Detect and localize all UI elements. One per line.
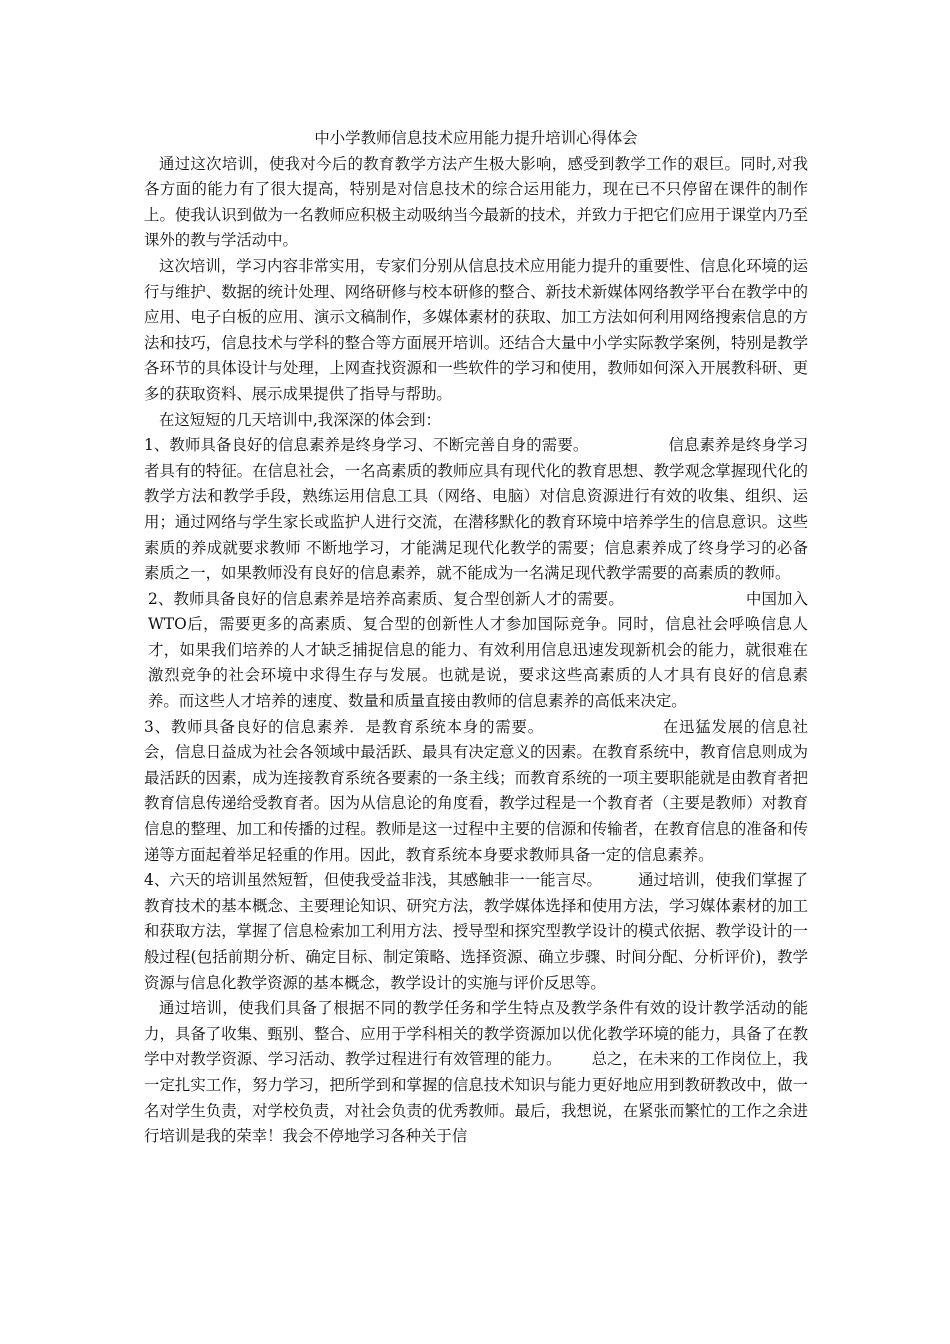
list-item-2-body: 中国加入WTO后，需要更多的高素质、复合型的创新性人才参加国际竞争。同时，信息社会呼唤信息人才，如果我们培养的人才缺乏捕捉信息的能力、有效利用信息迅速发现新机会的能力，就很难在激烈竞争的社会环境中求得生存与发展。也就是说，要求这些高素质的人才具有良好的信息素养。而这些人才培养的速度、数量和质量直接由教师的信息素养的高低来决定。 xyxy=(148,589,808,711)
paragraph-lead-in: 在这短短的几天培训中,我深深的体会到： xyxy=(159,410,441,429)
list-item-4-body: 通过培训，使我们掌握了教育技术的基本概念、主要理论知识、研究方法，教学媒体选择和使用方法，学习媒体素材的加工和获取方法，掌握了信息检索加工利用方法、授导型和探究型教学设计的模式依据、教学设计的一般过程(包括前期分析、确定目标、制定策略、选择资源、确立步骤、时间分配、分析评价)，教学资源与信息化教学资源的基本概念，教学设计的实施与评价反思等。 xyxy=(144,871,808,992)
list-item-1-body: 信息素养是终身学习者具有的特征。在信息社会，一名高素质的教师应具有现代化的教育思想、教学观念掌握现代化的教学方法和教学手段，熟练运用信息工具（网络、电脑）对信息资源进行有效的收集、组织、运用；通过网络与学生家长或监护人进行交流，在潜移默化的教育环境中培养学生的信息意识。这些素质的养成就要求教师 不断地学习，才能满足现代化教学的需要；信息素养成了终身学习的必备素质之一，如果教师没有良好的信息素养，就不能成为一名满足现代教学需要的高素质的教师。 xyxy=(144,436,808,583)
list-item-2 xyxy=(144,587,808,715)
list-item-1-heading: 1、教师具备良好的信息素养是终身学习、不断完善自身的需要。 xyxy=(144,436,589,455)
document-body xyxy=(144,126,808,1150)
list-item-3-body: 在迅猛发展的信息社会，信息日益成为社会各领域中最活跃、最具有决定意义的因素。在教育系统中，教育信息则成为最活跃的因素，成为连接教育系统各要素的一条主线；而教育系统的一项主要职能就是由教育者把教育信息传递给受教育者。因为从信息论的角度看，教学过程是一个教育者（主要是教师）对教育信息的整理、加工和传播的过程。教师是这一过程中主要的信源和传输者，在教育信息的准备和传递等方面起着举足轻重的作用。因此，教育系统本身要求教师具备一定的信息素养。 xyxy=(144,717,808,864)
list-item-1 xyxy=(144,433,808,587)
list-item-4-heading: 4、六天的培训虽然短暂，但使我受益非浅，其感触非一一能言尽。 xyxy=(144,871,602,890)
list-item-3 xyxy=(144,715,808,869)
paragraph-intro: 通过这次培训，使我对今后的教育教学方法产生极大影响，感受到教学工作的艰巨。同时,对我各方面的能力有了很大提高，特别是对信息技术的综合运用能力，现在已不只停留在课件的制作上。使我认识到做为一名教师应积极主动吸纳当今最新的技术，并致力于把它们应用于课堂内乃至课外的教与学活动中。 xyxy=(144,154,808,250)
paragraph-conclusion-part-1: 通过培训，使我们具备了根据不同的教学任务和学生特点及教学条件有效的设计教学活动的能力，具备了收集、甄别、整合、应用于学科相关的教学资源加以优化教学环境的能力，具备了在教学中对教学资源、学习活动、教学过程进行有效管理的能力。 xyxy=(144,999,808,1069)
list-item-2-heading: 2、教师具备良好的信息素养是培养高素质、复合型创新人才的需要。 xyxy=(148,589,624,608)
list-item-3-heading: 3、教师具备良好的信息素养．是教育系统本身的需要。 xyxy=(144,717,544,736)
paragraph-training-content: 这次培训，学习内容非常实用，专家们分别从信息技术应用能力提升的重要性、信息化环境的运行与维护、数据的统计处理、网络研修与校本研修的整合、新技术新媒体网络教学平台在教学中的应用、电子白板的应用、演示文稿制作，多媒体素材的获取、加工方法如何利用网络搜索信息的方法和技巧，信息技术与学科的整合等方面展开培训。还结合大量中小学实际教学案例，特别是教学各环节的具体设计与处理，上网查找资源和一些软件的学习和使用，教师如何深入开展教科研、更多的获取资料、展示成果提供了指导与帮助。 xyxy=(144,256,808,403)
document-title: 中小学教师信息技术应用能力提升培训心得体会 xyxy=(314,129,638,147)
paragraph-conclusion-part-2: 总之，在未来的工作岗位上，我一定扎实工作，努力学习，把所学到和掌握的信息技术知识与能力更好地应用到教研教改中，做一名对学生负责，对学校负责，对社会负责的优秀教师。最后，我想说，在紧张而繁忙的工作之余进行培训是我的荣幸！我会不停地学习各种关于信 xyxy=(144,1050,808,1146)
paragraph-conclusion xyxy=(144,996,808,1150)
list-item-4 xyxy=(144,868,808,996)
